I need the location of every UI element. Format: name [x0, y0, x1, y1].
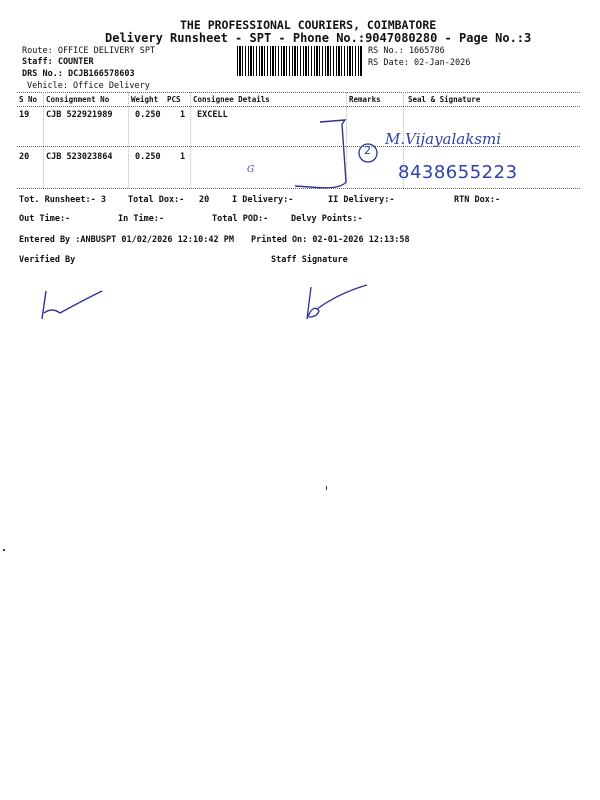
header-consignee: Consignee Details: [193, 95, 270, 104]
col-divider: [128, 92, 129, 188]
row-sno: 19: [19, 110, 30, 120]
total-pod: Total POD:-: [212, 214, 269, 224]
ii-delivery: II Delivery:-: [328, 195, 395, 205]
row-consignment: CJB 522921989: [46, 110, 113, 120]
header-weight: Weight: [131, 95, 159, 104]
rs-number: RS No.: 1665786: [368, 46, 445, 56]
header-seal: Seal & Signature: [408, 95, 481, 104]
rs-date: RS Date: 02-Jan-2026: [368, 58, 471, 68]
row-consignee: EXCELL: [197, 110, 228, 120]
table-top-rule: [17, 92, 580, 93]
row-weight: 0.250: [135, 110, 161, 120]
header-remarks: Remarks: [349, 95, 381, 104]
barcode: [237, 46, 363, 76]
scan-speck: [326, 486, 327, 490]
header-pcs: PCS: [167, 95, 181, 104]
rtn-dox: RTN Dox:-: [454, 195, 501, 205]
handwritten-phone: 8438655223: [398, 162, 518, 183]
company-title: THE PROFESSIONAL COURIERS, COIMBATORE: [180, 18, 437, 32]
header-consignment: Consignment No: [46, 95, 110, 104]
drs-number: DRS No.: DCJB166578603: [22, 69, 135, 79]
handwritten-mark: G: [247, 165, 255, 175]
stamp-number: 2: [364, 144, 371, 157]
runsheet-title: Delivery Runsheet - SPT - Phone No.:9047080280 - Page No.:3: [105, 31, 532, 45]
vehicle-label: Vehicle: Office Delivery: [27, 81, 150, 91]
out-time: Out Time:-: [19, 214, 71, 224]
staff-signature: [303, 283, 373, 323]
handwritten-name: M.Vijayalaksmi: [385, 130, 502, 148]
tot-runsheet: Tot. Runsheet:- 3: [19, 195, 106, 205]
row-weight: 0.250: [135, 152, 161, 162]
scan-speck: [3, 549, 5, 551]
delvy-points: Delvy Points:-: [291, 214, 363, 224]
total-dox-label: Total Dox:-: [128, 195, 185, 205]
row-pcs: 1: [180, 152, 186, 162]
entered-by: Entered By :ANBUSPT 01/02/2026 12:10:42 PM: [19, 235, 234, 245]
row-sno: 20: [19, 152, 30, 162]
header-sno: S No: [19, 95, 38, 104]
printed-on: Printed On: 02-01-2026 12:13:58: [251, 235, 410, 245]
row-pcs: 1: [180, 110, 186, 120]
staff-label: Staff: COUNTER: [22, 57, 94, 67]
verified-by-signature: [38, 283, 108, 323]
route-label: Route: OFFICE DELIVERY SPT: [22, 46, 156, 56]
row-consignment: CJB 523023864: [46, 152, 113, 162]
col-divider: [43, 92, 44, 188]
verified-by-label: Verified By: [19, 255, 76, 265]
staff-signature-label: Staff Signature: [271, 255, 348, 265]
in-time: In Time:-: [118, 214, 165, 224]
col-divider: [190, 92, 191, 188]
table-header-rule: [17, 106, 580, 107]
i-delivery: I Delivery:-: [232, 195, 294, 205]
total-dox-value: 20: [199, 195, 210, 205]
